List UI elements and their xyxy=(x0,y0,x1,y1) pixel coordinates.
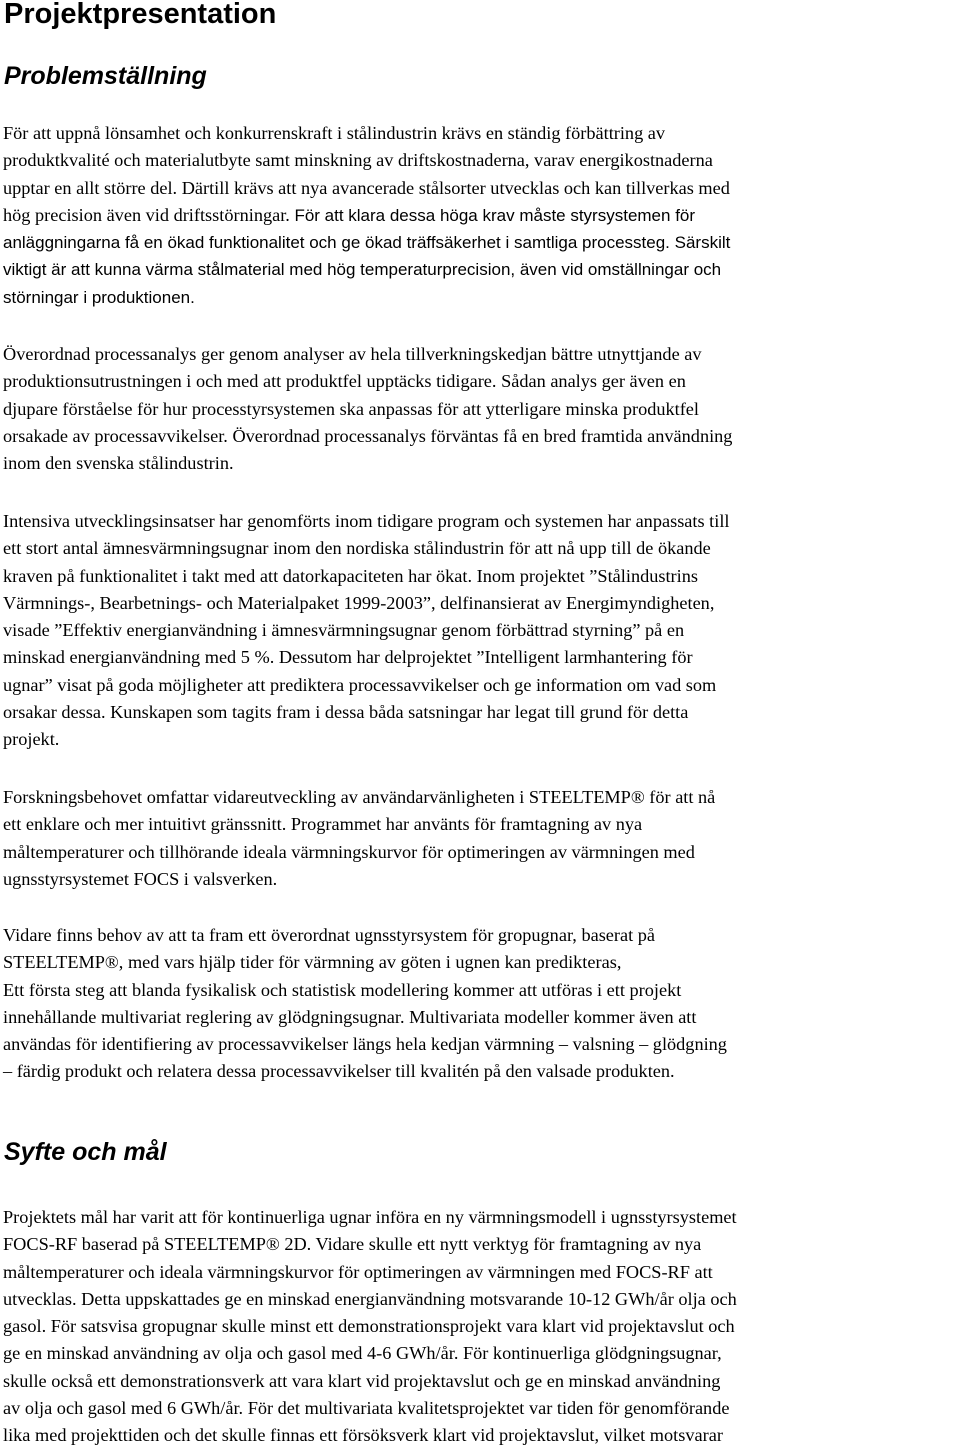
text-line xyxy=(3,341,960,368)
text-line xyxy=(3,508,960,535)
text-line xyxy=(3,563,960,590)
text-run: För att uppnå lönsamhet och konkurrenskraft i stålindustrin krävs en ständig förbättring av xyxy=(3,123,666,143)
text-run: viktigt är att kunna värma stålmaterial med hög temperaturprecision, även vid omställningar och xyxy=(3,260,722,280)
text-run: gasol. För satsvisa gropugnar skulle minst ett demonstrationsprojekt vara klart vid projektavslut och xyxy=(3,1316,735,1337)
text-run: måltemperaturer och tillhörande ideala värmningskurvor för optimeringen av värmningen med xyxy=(3,841,695,862)
text-line xyxy=(3,1231,960,1258)
text-run: måltemperaturer och ideala värmningskurvor för optimeringen av värmningen med FOCS-RF att xyxy=(3,1261,713,1282)
text-run: hög precision även vid driftsstörningar. xyxy=(3,204,295,225)
text-run: Intensiva utvecklingsinsatser har genomförts inom tidigare program och systemen har anpassats till xyxy=(3,511,730,531)
text-run: innehållande multivariat reglering av glödgningsugnar. Multivariata modeller kommer även att xyxy=(3,1006,697,1027)
text-run: orsakade av processavvikelser. Överordnad processanalys förväntas få en bred framtida användning xyxy=(3,425,733,446)
text-run: visade ”Effektiv energianvändning i ämnesvärmningsugnar genom förbättrad styrning” på en xyxy=(3,620,685,641)
text-line xyxy=(3,229,960,256)
text-line xyxy=(3,839,960,866)
paragraph xyxy=(3,508,960,754)
text-run: inom den svenska stålindustrin. xyxy=(3,453,234,474)
text-run: produktkvalité och materialutbyte samt minskning av driftskostnaderna, varav energikostnaderna xyxy=(3,150,713,171)
text-run: utvecklas. Detta uppskattades ge en minskad energianvändning motsvarande 10-12 GWh/år olja och xyxy=(3,1288,737,1309)
paragraph xyxy=(3,120,960,311)
paragraph xyxy=(3,1204,960,1450)
text-line xyxy=(3,1313,960,1340)
text-line xyxy=(3,1004,960,1031)
text-run: upptar en allt större del. Därtill krävs att nya avancerade stålsorter utvecklas och kan tillverkas med xyxy=(3,177,730,198)
text-run: av olja och gasol med 6 GWh/år. För det multivariata kvalitetsprojektet var tiden för genomförande xyxy=(3,1398,730,1419)
text-line xyxy=(3,922,960,949)
text-line xyxy=(3,617,960,644)
paragraph xyxy=(3,784,960,893)
text-run: anläggningarna få en ökad funktionalitet och ge ökad träffsäkerhet i samtliga processteg. Särskilt xyxy=(3,233,731,253)
text-run: produktionsutrustningen i och med att produktfel upptäcks tidigare. Sådan analys ger även en xyxy=(3,371,686,392)
text-line xyxy=(3,368,960,395)
text-line xyxy=(3,672,960,699)
text-run: Ett första steg att blanda fysikalisk och statistisk modellering kommer att utföras i ett projekt xyxy=(3,979,682,1000)
text-line xyxy=(3,590,960,617)
text-line xyxy=(3,175,960,202)
text-line xyxy=(3,450,960,477)
text-line xyxy=(3,1395,960,1422)
paragraph xyxy=(3,341,960,477)
document-title: Projektpresentation xyxy=(4,0,277,30)
text-line xyxy=(3,1340,960,1367)
text-run: kraven på funktionalitet i takt med att datorkapaciteten har ökat. Inom projektet ”Stålindustrins xyxy=(3,565,698,586)
text-run: skulle också ett demonstrationsverk att vara klart vid projektavslut och ge en minskad användning xyxy=(3,1370,721,1391)
text-line xyxy=(3,726,960,753)
text-line xyxy=(3,1204,960,1231)
text-run: – färdig produkt och relatera dessa processavvikelser till kvalitén på den valsade produkten. xyxy=(3,1061,675,1082)
text-run: användas för identifiering av processavvikelser längs hela kedjan värmning – valsning – glödgning xyxy=(3,1034,727,1055)
text-run: orsakar dessa. Kunskapen som tagits fram i dessa båda satsningar har legat till grund för detta xyxy=(3,702,689,723)
text-run: ugnar” visat på goda möjligheter att prediktera processavvikelser och ge information om vad som xyxy=(3,674,717,695)
text-line xyxy=(3,784,960,811)
text-line xyxy=(3,396,960,423)
text-run: ett stort antal ämnesvärmningsugnar inom den nordiska stålindustrin för att nå upp till de ökande xyxy=(3,538,711,559)
text-run: djupare förståelse för hur processtyrsystemen ska anpassas för att ytterligare minska produktfel xyxy=(3,398,699,419)
text-line xyxy=(3,977,960,1004)
text-run: lika med projekttiden och det skulle finnas ett försöksverk klart vid projektavslut, vilket motsvarar xyxy=(3,1425,723,1446)
text-line xyxy=(3,1031,960,1058)
text-run: Värmnings-, Bearbetnings- och Materialpaket 1999-2003”, delfinansierat av Energimyndigheten, xyxy=(3,592,715,613)
text-line xyxy=(3,1286,960,1313)
text-run: För att klara dessa höga krav måste styrsystemen för xyxy=(294,205,696,225)
text-line xyxy=(3,120,960,147)
section-heading-syfte-och-mal: Syfte och mål xyxy=(4,1138,167,1166)
text-line xyxy=(3,284,960,311)
text-line xyxy=(3,699,960,726)
text-run: Vidare finns behov av att ta fram ett överordnat ugnsstyrsystem för gropugnar, baserat på xyxy=(3,925,656,945)
text-line xyxy=(3,202,960,229)
text-run: Forskningsbehovet omfattar vidareutveckling av användarvänligheten i STEELTEMP® för att nå xyxy=(3,787,716,807)
text-run: ge en minskad användning av olja och gasol med 4-6 GWh/år. För kontinuerliga glödgningsugnar, xyxy=(3,1343,722,1364)
text-line xyxy=(3,811,960,838)
text-line xyxy=(3,866,960,893)
text-run: Projektets mål har varit att för kontinuerliga ugnar införa en ny värmningsmodell i ugnsstyrsystemet xyxy=(3,1207,737,1227)
text-run: ett enklare och mer intuitivt gränssnitt. Programmet har använts för framtagning av nya xyxy=(3,814,643,835)
text-line xyxy=(3,1259,960,1286)
text-run: projekt. xyxy=(3,729,60,750)
text-line xyxy=(3,256,960,283)
text-line xyxy=(3,1058,960,1085)
text-line xyxy=(3,1422,960,1449)
text-run: Överordnad processanalys ger genom analyser av hela tillverkningskedjan bättre utnyttjande av xyxy=(3,344,702,364)
text-line xyxy=(3,1368,960,1395)
text-run: STEELTEMP®, med vars hjälp tider för värmning av göten i ugnen kan predikteras, xyxy=(3,952,622,973)
text-line xyxy=(3,644,960,671)
text-line xyxy=(3,147,960,174)
text-run: störningar i produktionen. xyxy=(3,287,195,307)
text-line xyxy=(3,949,960,976)
text-run: FOCS-RF baserad på STEELTEMP® 2D. Vidare skulle ett nytt verktyg för framtagning av nya xyxy=(3,1234,702,1255)
text-line xyxy=(3,423,960,450)
section-heading-problemstallning: Problemställning xyxy=(4,62,207,90)
text-run: ugnsstyrsystemet FOCS i valsverken. xyxy=(3,868,278,889)
text-line xyxy=(3,535,960,562)
text-run: minskad energianvändning med 5 %. Dessutom har delprojektet ”Intelligent larmhantering för xyxy=(3,647,693,668)
paragraph xyxy=(3,922,960,1086)
